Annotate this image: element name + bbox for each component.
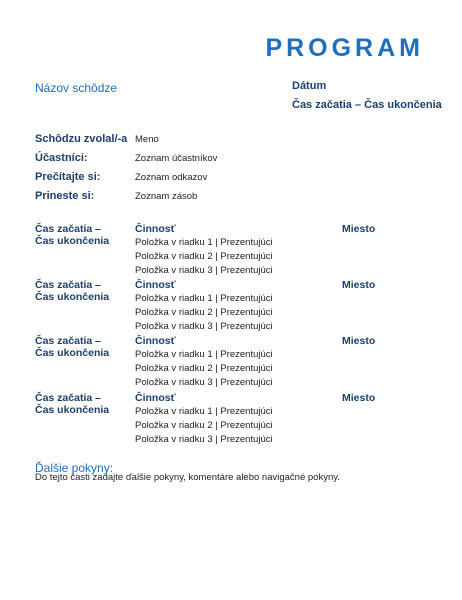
agenda-item: Položka v riadku 1 | Prezentujúci <box>135 237 273 248</box>
agenda-item: Položka v riadku 2 | Prezentujúci <box>135 251 273 262</box>
info-row-read <box>35 171 335 189</box>
agenda-item: Položka v riadku 3 | Prezentujúci <box>135 434 273 445</box>
info-label: Prečítajte si: <box>35 171 101 183</box>
agenda-item: Položka v riadku 3 | Prezentujúci <box>135 321 273 332</box>
time-start: Čas začatia – <box>35 223 101 235</box>
agenda-item: Položka v riadku 2 | Prezentujúci <box>135 307 273 318</box>
info-value: Meno <box>135 134 159 145</box>
agenda-item: Položka v riadku 1 | Prezentujúci <box>135 349 273 360</box>
time-start: Čas začatia – <box>35 392 101 404</box>
agenda-time <box>35 335 109 359</box>
agenda-time <box>35 392 109 416</box>
agenda-block <box>35 392 435 448</box>
additional-info-text: Do tejto časti zadajte ďalšie pokyny, komentáre alebo navigačné pokyny. <box>35 472 340 483</box>
additional-info-title: Ďalšie pokyny: <box>35 461 114 475</box>
agenda-activity: Činnosť <box>135 392 176 404</box>
agenda-location: Miesto <box>342 223 376 235</box>
agenda-items <box>135 405 273 447</box>
time-header: Čas začatia – Čas ukončenia <box>292 99 442 111</box>
agenda-block <box>35 223 435 279</box>
agenda-block <box>35 335 435 391</box>
agenda-items <box>135 348 273 390</box>
time-start: Čas začatia – <box>35 335 101 347</box>
info-label: Prineste si: <box>35 190 95 202</box>
info-row-bring <box>35 190 335 208</box>
agenda-activity: Činnosť <box>135 279 176 291</box>
time-end: Čas ukončenia <box>35 404 110 416</box>
agenda-item: Položka v riadku 2 | Prezentujúci <box>135 420 273 431</box>
info-row-organizer <box>35 133 335 151</box>
page-title: PROGRAM <box>265 34 424 62</box>
agenda-activity: Činnosť <box>135 223 176 235</box>
agenda-item: Položka v riadku 1 | Prezentujúci <box>135 293 273 304</box>
agenda-location: Miesto <box>342 279 376 291</box>
info-value: Zoznam účastníkov <box>135 153 218 164</box>
info-label: Schôdzu zvolal/-a <box>35 133 128 145</box>
agenda-location: Miesto <box>342 392 376 404</box>
agenda-time <box>35 223 109 247</box>
agenda-items <box>135 292 273 334</box>
time-end: Čas ukončenia <box>35 347 110 359</box>
agenda-item: Položka v riadku 3 | Prezentujúci <box>135 265 273 276</box>
time-start: Čas začatia – <box>35 279 101 291</box>
info-value: Zoznam zásob <box>135 191 198 202</box>
info-label: Účastníci: <box>35 152 88 164</box>
agenda-time <box>35 279 109 303</box>
agenda-block <box>35 279 435 335</box>
agenda-item: Položka v riadku 2 | Prezentujúci <box>135 363 273 374</box>
agenda-item: Položka v riadku 3 | Prezentujúci <box>135 377 273 388</box>
agenda-location: Miesto <box>342 335 376 347</box>
agenda-item: Položka v riadku 1 | Prezentujúci <box>135 406 273 417</box>
meeting-name: Názov schôdze <box>35 81 118 95</box>
time-end: Čas ukončenia <box>35 291 110 303</box>
time-end: Čas ukončenia <box>35 235 110 247</box>
agenda-items <box>135 236 273 278</box>
info-value: Zoznam odkazov <box>135 172 208 183</box>
date-label: Dátum <box>292 80 327 92</box>
info-row-attendees <box>35 152 335 170</box>
agenda-activity: Činnosť <box>135 335 176 347</box>
